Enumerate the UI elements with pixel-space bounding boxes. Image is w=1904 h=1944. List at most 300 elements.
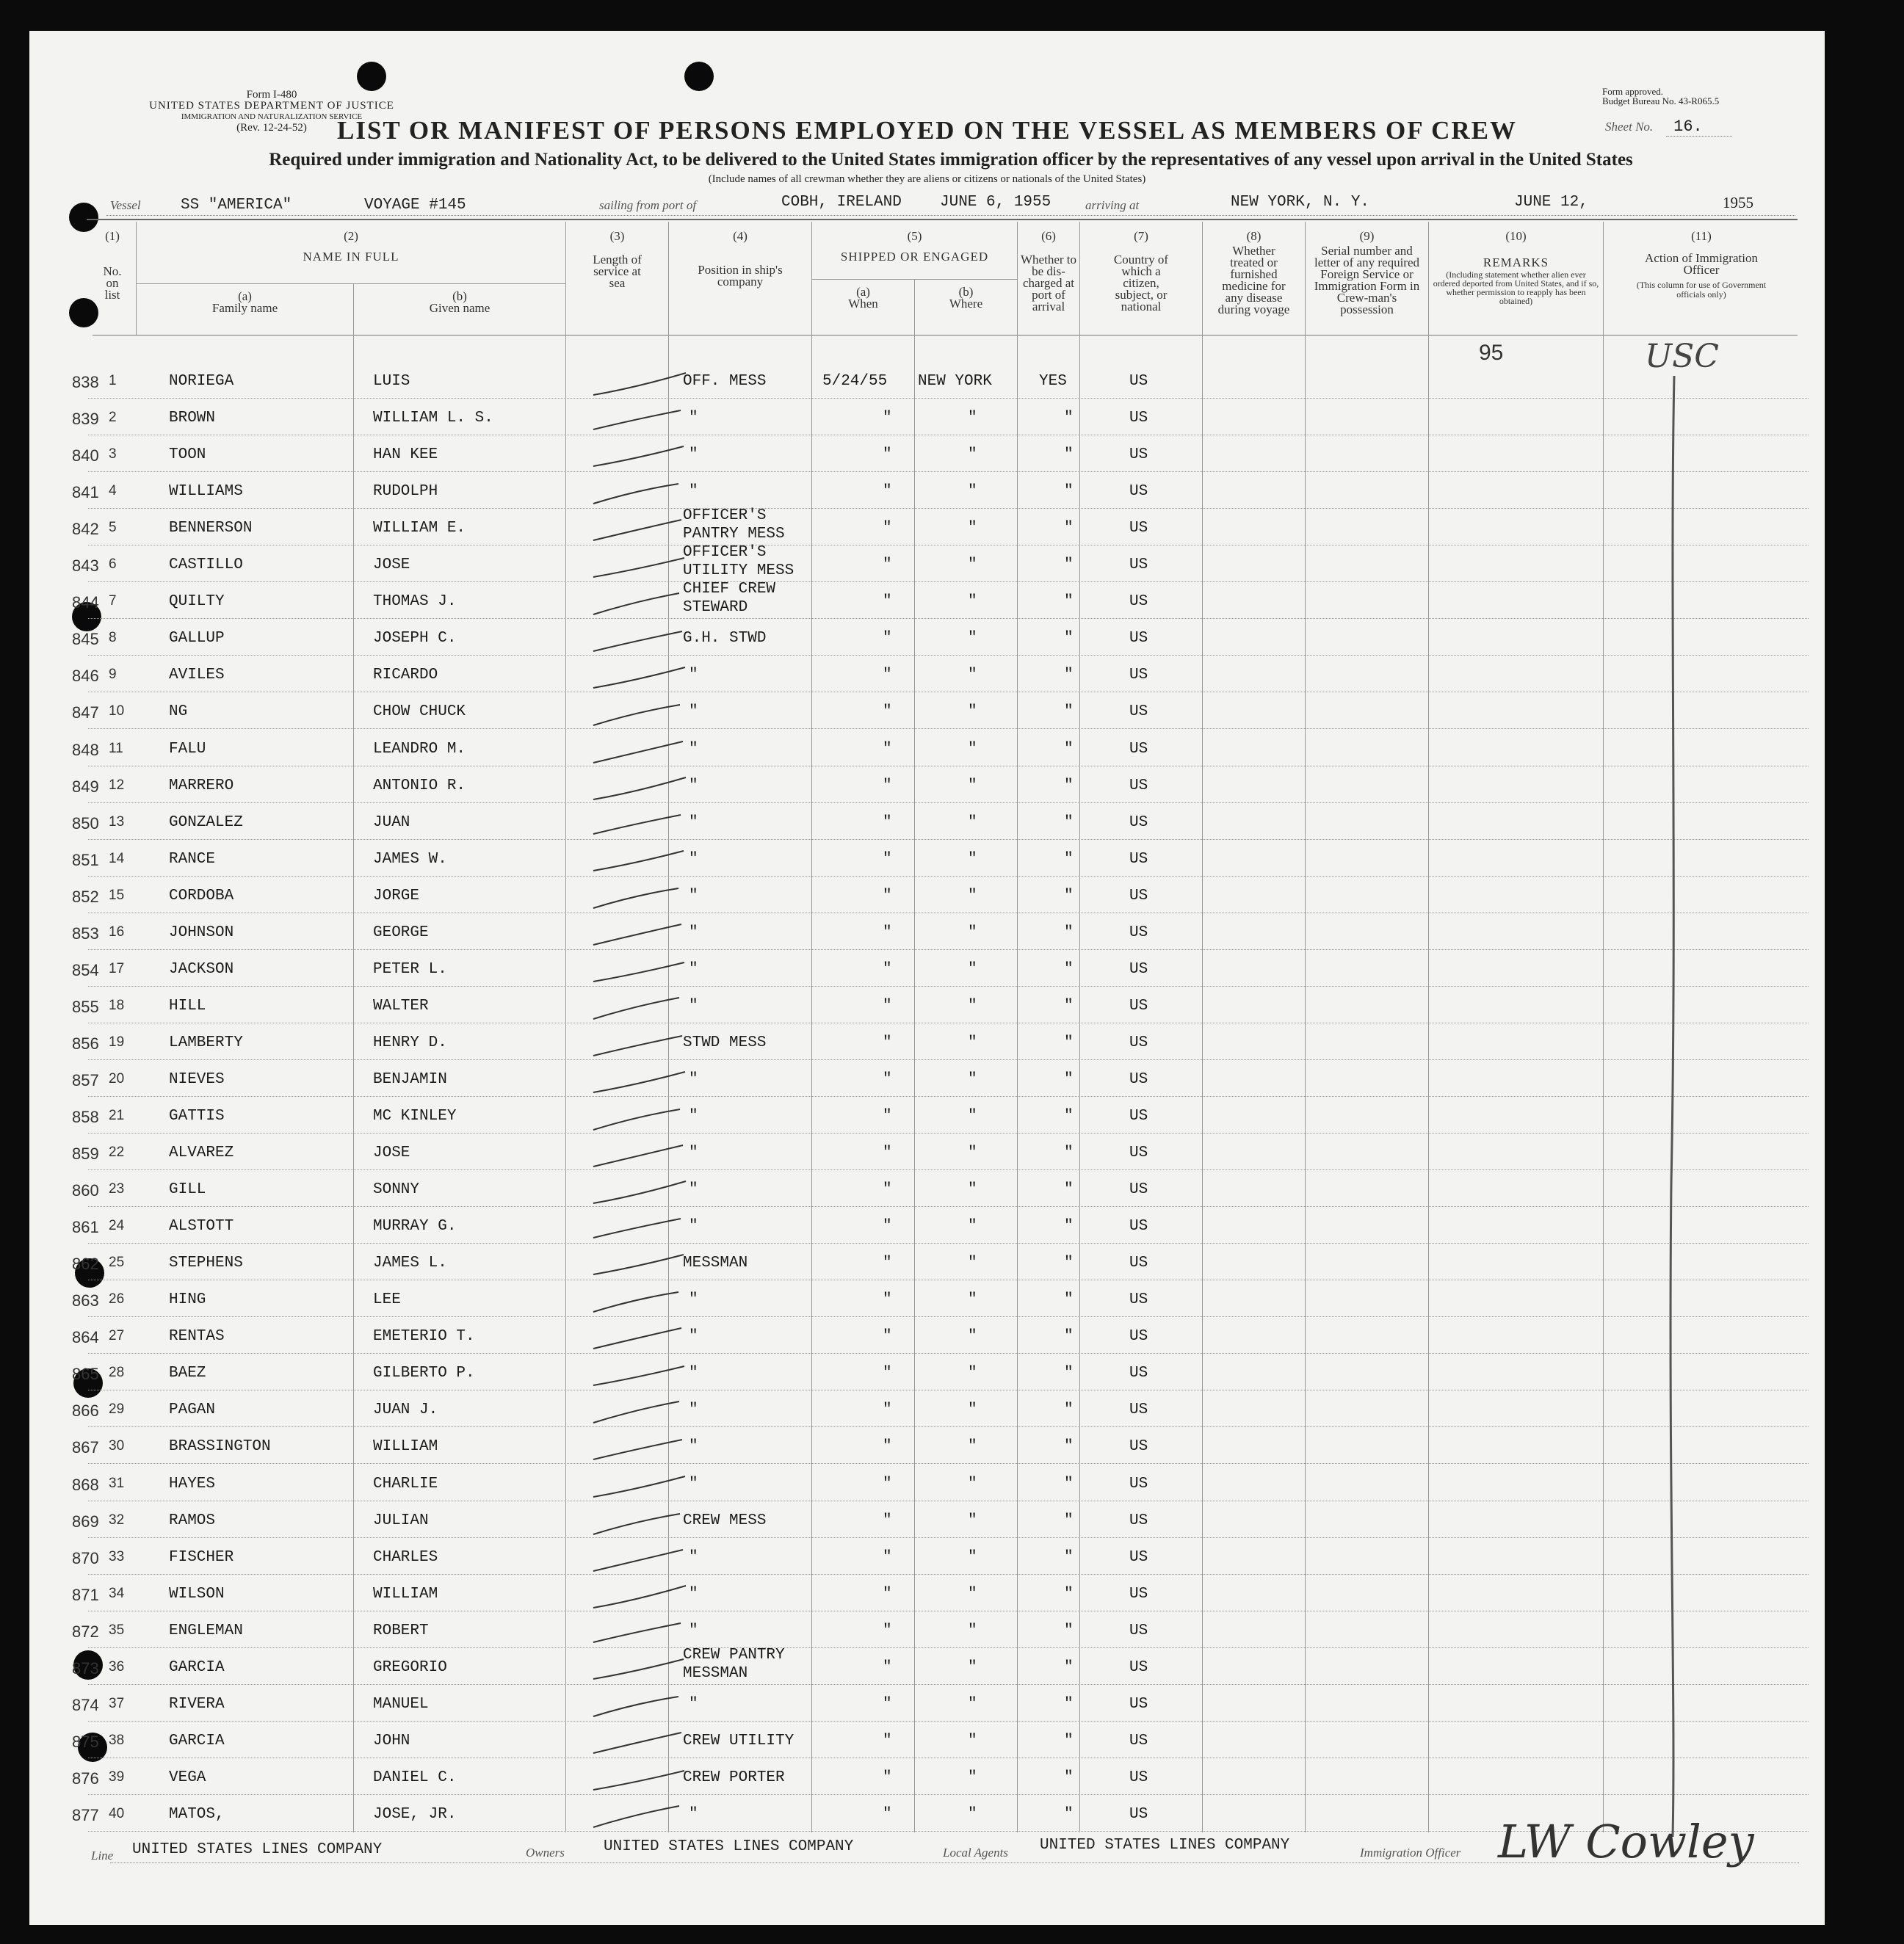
col9-header — [1306, 231, 1428, 316]
discharged: " — [1064, 1034, 1074, 1051]
shipped-when: " — [883, 777, 892, 794]
shipped-when: " — [883, 740, 892, 758]
family-name: FALU — [169, 740, 206, 758]
row-rule — [88, 398, 1809, 399]
shipped-where: " — [968, 1401, 977, 1419]
row-rule — [88, 1316, 1809, 1317]
shipped-where: " — [968, 887, 977, 904]
list-number: 851 — [72, 850, 99, 869]
position: " — [689, 1070, 698, 1088]
country: US — [1129, 1548, 1148, 1566]
family-name: HAYES — [169, 1475, 216, 1493]
service-length-stroke — [592, 554, 693, 580]
shipped-where: " — [968, 1805, 977, 1823]
family-name: JOHNSON — [169, 924, 234, 941]
row-rule — [88, 1574, 1809, 1575]
table-row — [29, 1174, 1825, 1211]
discharged: " — [1064, 1805, 1074, 1823]
col10-number: (10) — [1505, 229, 1527, 243]
line-number: 5 — [109, 520, 117, 536]
list-number: 869 — [72, 1512, 99, 1531]
col8-number: (8) — [1246, 229, 1262, 243]
given-name: JOSEPH C. — [373, 630, 457, 648]
table-row — [29, 1137, 1825, 1174]
family-name: HILL — [169, 997, 206, 1015]
col2a-number: (a) — [238, 289, 252, 303]
list-number: 877 — [72, 1805, 99, 1824]
country: US — [1129, 1034, 1148, 1051]
line-number: 39 — [109, 1769, 125, 1785]
list-number: 841 — [72, 483, 99, 502]
row-rule — [88, 949, 1809, 950]
table-row — [29, 366, 1825, 402]
discharged: " — [1064, 1475, 1074, 1493]
col2a-label: Family name — [211, 301, 278, 315]
row-rule — [88, 655, 1809, 656]
given-name: WILLIAM E. — [373, 520, 466, 537]
line-number: 29 — [109, 1401, 125, 1418]
given-name: JAMES W. — [373, 850, 447, 868]
shipped-where: " — [968, 1181, 977, 1199]
position: " — [689, 1585, 698, 1603]
col7-number: (7) — [1134, 229, 1148, 243]
shipped-where: " — [968, 1732, 977, 1749]
line-number: 34 — [109, 1585, 125, 1601]
family-name: HING — [169, 1291, 206, 1309]
approved-text: Form approved. — [1602, 86, 1664, 97]
row-rule — [88, 1353, 1809, 1354]
voyage-number: VOYAGE #145 — [364, 197, 466, 214]
line-number: 22 — [109, 1145, 125, 1161]
given-name: JUAN — [373, 813, 410, 831]
given-name: DANIEL C. — [373, 1769, 457, 1786]
col5-label: SHIPPED OR ENGAGED — [840, 250, 989, 264]
position: G.H. STWD — [683, 630, 767, 648]
given-name: ANTONIO R. — [373, 777, 466, 794]
table-row — [29, 880, 1825, 917]
service-length-stroke — [592, 738, 693, 764]
line-number: 1 — [109, 373, 117, 388]
family-name: AVILES — [169, 667, 225, 684]
position-line-1: OFFICER'S — [683, 507, 767, 525]
row-rule — [88, 1059, 1809, 1060]
col1-header — [88, 231, 137, 301]
given-name: JORGE — [373, 887, 420, 904]
shipped-where: " — [968, 960, 977, 978]
position: " — [689, 1475, 698, 1493]
col4-header — [669, 231, 811, 288]
given-name: JOSE — [373, 556, 410, 574]
vessel-name: SS "AMERICA" — [181, 197, 292, 214]
country: US — [1129, 1218, 1148, 1236]
row-rule — [88, 839, 1809, 840]
family-name: NIEVES — [169, 1070, 225, 1088]
family-name: MATOS, — [169, 1805, 225, 1823]
shipped-where: " — [968, 1548, 977, 1566]
family-name: ALVAREZ — [169, 1145, 234, 1162]
col2-header — [137, 231, 565, 263]
family-name: CORDOBA — [169, 887, 234, 904]
col4-number: (4) — [733, 229, 748, 243]
shipped-when: " — [883, 1658, 892, 1676]
line-number: 36 — [109, 1658, 125, 1675]
list-number: 871 — [72, 1585, 99, 1604]
line-number: 33 — [109, 1548, 125, 1564]
row-rule — [88, 1647, 1809, 1648]
arrival-year: 1955 — [1723, 194, 1753, 211]
position: MESSMAN — [683, 1255, 748, 1272]
shipped-when: " — [883, 593, 892, 611]
approval-note — [1602, 87, 1719, 106]
shipped-where: " — [968, 924, 977, 941]
sailing-label: sailing from port of — [599, 198, 697, 212]
vessel-label: Vessel — [110, 198, 141, 212]
row-rule — [88, 1463, 1809, 1464]
discharged: " — [1064, 997, 1074, 1015]
action-vertical-stroke — [1665, 376, 1687, 1844]
position: " — [689, 1145, 698, 1162]
shipped-when: " — [883, 813, 892, 831]
header-top-rule — [87, 219, 1798, 220]
table-row — [29, 1542, 1825, 1578]
list-number: 847 — [72, 703, 99, 722]
agents-label: Local Agents — [943, 1846, 1008, 1860]
service-length-stroke — [592, 1105, 693, 1131]
table-row — [29, 917, 1825, 954]
table-row — [29, 507, 1825, 549]
col6-header — [1018, 231, 1079, 313]
shipped-when: " — [883, 1401, 892, 1419]
list-number: 850 — [72, 813, 99, 833]
col1-number: (1) — [105, 229, 120, 243]
country: US — [1129, 520, 1148, 537]
table-row — [29, 1100, 1825, 1137]
row-rule — [88, 1794, 1809, 1795]
service-length-stroke — [592, 700, 693, 727]
service-length-stroke — [592, 1583, 693, 1609]
line-number: 24 — [109, 1218, 125, 1234]
table-row — [29, 439, 1825, 476]
line-number: 20 — [109, 1070, 125, 1087]
budget-bureau: Budget Bureau No. 43-R065.5 — [1602, 95, 1720, 106]
position: " — [689, 1108, 698, 1125]
shipped-when: " — [883, 850, 892, 868]
list-number: 849 — [72, 777, 99, 796]
shipped-where: " — [968, 1218, 977, 1236]
family-name: NORIEGA — [169, 373, 234, 390]
country: US — [1129, 1695, 1148, 1713]
country: US — [1129, 593, 1148, 611]
line-number: 3 — [109, 446, 117, 463]
country: US — [1129, 740, 1148, 758]
list-number: 838 — [72, 373, 99, 391]
arrival-port: NEW YORK, N. Y. — [1231, 194, 1370, 211]
list-number: 854 — [72, 960, 99, 979]
shipped-when: " — [883, 1181, 892, 1199]
position: " — [689, 740, 698, 758]
col11-number: (11) — [1691, 229, 1712, 243]
line-label: Line — [91, 1849, 114, 1863]
subheader-rule — [136, 283, 565, 284]
discharged: " — [1064, 1070, 1074, 1088]
family-name: GARCIA — [169, 1658, 225, 1676]
family-name: ALSTOTT — [169, 1218, 234, 1236]
table-row — [29, 1505, 1825, 1542]
shipped-where: " — [968, 410, 977, 427]
list-number: 867 — [72, 1438, 99, 1457]
service-length-stroke — [592, 885, 693, 911]
shipped-where: " — [968, 703, 977, 721]
family-name: RIVERA — [169, 1695, 225, 1713]
shipped-when: " — [883, 1695, 892, 1713]
line-number: 10 — [109, 703, 125, 719]
country: US — [1129, 1181, 1148, 1199]
line-number: 37 — [109, 1695, 125, 1711]
table-row — [29, 696, 1825, 733]
line-number: 15 — [109, 887, 125, 903]
given-name: PETER L. — [373, 960, 447, 978]
col3-number: (3) — [609, 229, 625, 243]
given-name: JOSE — [373, 1145, 410, 1162]
family-name: TOON — [169, 446, 206, 464]
discharged: " — [1064, 1145, 1074, 1162]
shipped-when: " — [883, 1585, 892, 1603]
given-name: CHARLIE — [373, 1475, 438, 1493]
punch-hole — [357, 62, 386, 91]
col4-label: Position in ship's company — [698, 263, 783, 289]
shipped-where: " — [968, 1438, 977, 1456]
row-rule — [88, 1096, 1809, 1097]
discharged: " — [1064, 887, 1074, 904]
line-number: 26 — [109, 1291, 125, 1308]
service-length-stroke — [592, 1252, 693, 1278]
col2a-header — [137, 291, 353, 314]
position: " — [689, 667, 698, 684]
shipped-where: " — [968, 777, 977, 794]
given-name: RUDOLPH — [373, 483, 438, 501]
service-length-stroke — [592, 921, 693, 948]
discharged: " — [1064, 703, 1074, 721]
line-number: 8 — [109, 630, 117, 646]
discharged: " — [1064, 1695, 1074, 1713]
shipped-where: " — [968, 997, 977, 1015]
discharged: " — [1064, 1769, 1074, 1786]
shipped-where: " — [968, 1145, 977, 1162]
table-row — [29, 1064, 1825, 1100]
table-row — [29, 581, 1825, 623]
given-name: HENRY D. — [373, 1034, 447, 1051]
discharged: " — [1064, 813, 1074, 831]
position: " — [689, 483, 698, 501]
table-row — [29, 1646, 1825, 1689]
service-length-stroke — [592, 1473, 693, 1499]
given-name: WILLIAM — [373, 1585, 438, 1603]
discharged: " — [1064, 924, 1074, 941]
row-rule — [88, 728, 1809, 729]
country: US — [1129, 667, 1148, 684]
position — [683, 1646, 785, 1683]
shipped-when: " — [883, 1732, 892, 1749]
shipped-where: " — [968, 850, 977, 868]
shipped-where: " — [968, 1769, 977, 1786]
revision: (Rev. 12-24-52) — [236, 122, 307, 134]
list-number: 855 — [72, 997, 99, 1016]
arrival-date: JUNE 12, — [1514, 194, 1588, 211]
given-name: RICARDO — [373, 667, 438, 684]
table-row — [29, 1321, 1825, 1357]
shipped-where: " — [968, 630, 977, 648]
list-number: 839 — [72, 410, 99, 429]
position-line-1: CHIEF CREW — [683, 581, 776, 598]
col5b-number: (b) — [958, 285, 974, 299]
line-number: 35 — [109, 1622, 125, 1638]
country: US — [1129, 373, 1148, 390]
given-name: JULIAN — [373, 1512, 429, 1529]
family-name: LAMBERTY — [169, 1034, 243, 1051]
given-name: JOSE, JR. — [373, 1805, 457, 1823]
sailing-port: COBH, IRELAND — [781, 194, 902, 211]
given-name: CHOW CHUCK — [373, 703, 466, 721]
form-number: Form I-480 — [246, 89, 297, 101]
discharged: " — [1064, 483, 1074, 501]
service-length-stroke — [592, 1656, 693, 1683]
given-name: THOMAS J. — [373, 593, 457, 611]
service-length-stroke — [592, 480, 693, 507]
service-length-stroke — [592, 1362, 693, 1388]
shipped-where: " — [968, 1070, 977, 1088]
shipped-when: " — [883, 1070, 892, 1088]
col8-header — [1203, 231, 1305, 316]
given-name: GILBERTO P. — [373, 1365, 475, 1382]
position: " — [689, 1291, 698, 1309]
col2b-header — [354, 291, 565, 314]
list-number: 859 — [72, 1145, 99, 1164]
position: " — [689, 777, 698, 794]
discharged: " — [1064, 446, 1074, 464]
shipped-where: " — [968, 1695, 977, 1713]
col1-label: No. on list — [103, 264, 122, 302]
discharged: " — [1064, 1658, 1074, 1676]
country: US — [1129, 1732, 1148, 1749]
line-number: 21 — [109, 1108, 125, 1123]
shipped-where: " — [968, 1108, 977, 1125]
col10-note: (Including statement whether alien ever ordered deported from United States, and if so, whether permission to reapply has been obtained) — [1433, 269, 1599, 306]
list-number: 870 — [72, 1548, 99, 1567]
given-name: SONNY — [373, 1181, 420, 1199]
discharged: " — [1064, 1401, 1074, 1419]
row-rule — [88, 986, 1809, 987]
country: US — [1129, 1255, 1148, 1272]
service-length-stroke — [592, 1142, 693, 1168]
country: US — [1129, 446, 1148, 464]
col6-label: Whether to be dis-charged at port of arrival — [1021, 253, 1076, 313]
line-number: 18 — [109, 997, 125, 1013]
family-name: WILLIAMS — [169, 483, 243, 501]
shipped-where: " — [968, 1291, 977, 1309]
country: US — [1129, 887, 1148, 904]
line-number: 9 — [109, 667, 117, 683]
shipped-when: " — [883, 1512, 892, 1529]
table-row — [29, 1578, 1825, 1615]
list-number: 858 — [72, 1108, 99, 1126]
family-name: RENTAS — [169, 1328, 225, 1346]
row-rule — [88, 1206, 1809, 1207]
country: US — [1129, 556, 1148, 574]
col5a-header — [812, 286, 914, 310]
country: US — [1129, 1291, 1148, 1309]
table-row — [29, 770, 1825, 807]
family-name: GALLUP — [169, 630, 225, 648]
list-number: 876 — [72, 1769, 99, 1788]
discharged: " — [1064, 593, 1074, 611]
col10-label: REMARKS — [1483, 255, 1549, 269]
line-number: 12 — [109, 777, 125, 793]
given-name: JAMES L. — [373, 1255, 447, 1272]
table-row — [29, 1762, 1825, 1799]
shipped-when: " — [883, 1328, 892, 1346]
discharged: " — [1064, 850, 1074, 868]
shipped-when: " — [883, 1034, 892, 1051]
sailing-date: JUNE 6, 1955 — [940, 194, 1051, 211]
line-number: 4 — [109, 483, 117, 499]
country: US — [1129, 777, 1148, 794]
shipped-when: " — [883, 446, 892, 464]
col3-label: Length of service at sea — [593, 253, 642, 290]
position: " — [689, 1805, 698, 1823]
service-length-stroke — [592, 1399, 693, 1425]
family-name: RAMOS — [169, 1512, 216, 1529]
punch-hole — [69, 203, 98, 232]
list-number: 864 — [72, 1328, 99, 1347]
country: US — [1129, 1658, 1148, 1676]
row-rule — [88, 802, 1809, 803]
table-row — [29, 1615, 1825, 1652]
line-number: 17 — [109, 960, 125, 976]
col5b-header — [915, 286, 1017, 310]
shipped-where: " — [968, 813, 977, 831]
given-name: MURRAY G. — [373, 1218, 457, 1236]
discharged: " — [1064, 960, 1074, 978]
line-number: 14 — [109, 850, 125, 866]
discharged: " — [1064, 1622, 1074, 1639]
family-name: NG — [169, 703, 188, 721]
given-name: LUIS — [373, 373, 410, 390]
country: US — [1129, 1070, 1148, 1088]
action-mark: USC — [1645, 338, 1719, 375]
country: US — [1129, 1438, 1148, 1456]
row-rule — [88, 1721, 1809, 1722]
position: " — [689, 960, 698, 978]
discharged: " — [1064, 630, 1074, 648]
position: OFF. MESS — [683, 373, 767, 390]
given-name: JOHN — [373, 1732, 410, 1749]
shipped-where: " — [968, 1034, 977, 1051]
position-line-2: UTILITY MESS — [683, 562, 794, 580]
col2-number: (2) — [344, 229, 358, 243]
shipped-when: 5/24/55 — [822, 373, 888, 390]
col11-header — [1604, 231, 1799, 300]
table-row — [29, 954, 1825, 990]
shipped-when: " — [883, 410, 892, 427]
line-number: 7 — [109, 593, 117, 609]
position: " — [689, 1181, 698, 1199]
arriving-label: arriving at — [1085, 198, 1140, 212]
service-length-stroke — [592, 1766, 693, 1793]
country: US — [1129, 483, 1148, 501]
country: US — [1129, 1328, 1148, 1346]
line-number: 19 — [109, 1034, 125, 1050]
col3-header — [566, 231, 668, 289]
